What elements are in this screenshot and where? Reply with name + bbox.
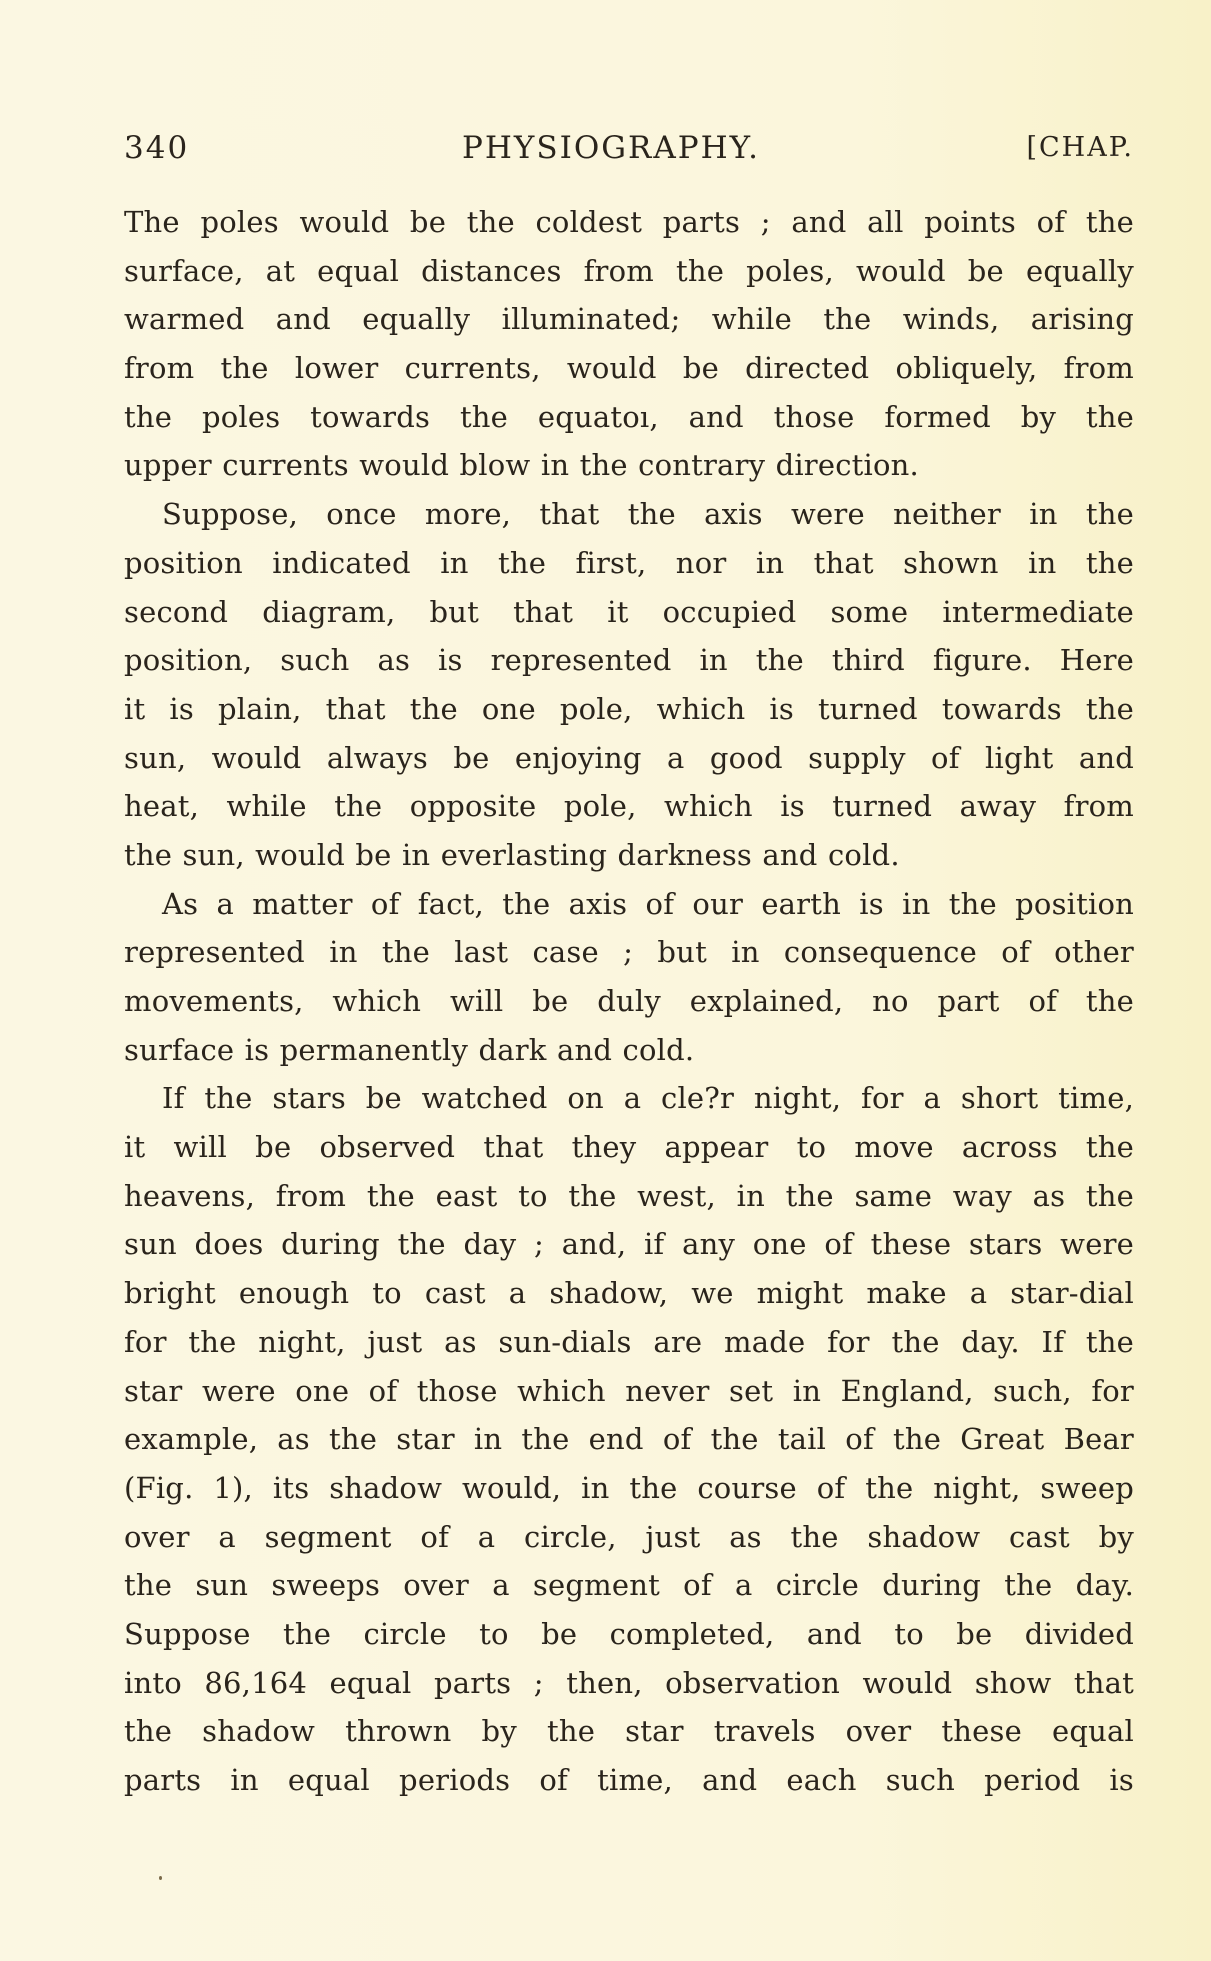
text-line: second diagram, but that it occupied some intermediate (124, 594, 1134, 629)
text-line: Suppose the circle to be completed, and to be divided (124, 1616, 1134, 1651)
text-line: heavens, from the east to the west, in the same way as the (124, 1178, 1134, 1213)
text-line: the poles towards the equatoı, and those formed by the (124, 399, 1134, 434)
text-line: represented in the last case ; but in consequence of other (124, 935, 1134, 970)
chapter-mark: [CHAP. (1026, 132, 1134, 163)
text-line: movements, which will be duly explained, no part of the (124, 984, 1134, 1018)
text-line: (Fig. 1), its shadow would, in the course of the night, sweep (124, 1470, 1134, 1505)
body-text (124, 198, 1134, 1805)
text-line: position indicated in the first, nor in that shown in the (124, 545, 1134, 580)
text-line: it will be observed that they appear to move across the (124, 1130, 1134, 1165)
ink-speck (159, 1876, 162, 1880)
text-line: it is plain, that the one pole, which is turned towards the (124, 691, 1134, 726)
running-title: PHYSIOGRAPHY. (462, 130, 760, 166)
text-line: the shadow thrown by the star travels over these equal (124, 1714, 1134, 1749)
text-line: The poles would be the coldest parts ; and all points of the (124, 205, 1134, 239)
text-line: parts in equal periods of time, and each such period is (124, 1763, 1134, 1797)
page-number: 340 (124, 130, 190, 166)
text-line: upper currents would blow in the contrary direction. (124, 448, 919, 483)
text-line: If the stars be watched on a cle?r night, for a short time, (162, 1081, 1134, 1116)
text-line: heat, while the opposite pole, which is turned away from (124, 789, 1134, 824)
text-line: over a segment of a circle, just as the shadow cast by (124, 1519, 1134, 1554)
text-line: Suppose, once more, that the axis were neither in the (162, 497, 1134, 532)
text-line: sun, would always be enjoying a good supply of light and (124, 740, 1134, 775)
text-line: from the lower currents, would be directed obliquely, from (124, 351, 1134, 386)
text-line: position, such as is represented in the third figure. Here (124, 643, 1134, 678)
text-line: into 86,164 equal parts ; then, observation would show that (124, 1665, 1134, 1700)
text-line: star were one of those which never set in England, such, for (124, 1373, 1134, 1408)
text-line: example, as the star in the end of the tail of the Great Bear (124, 1422, 1134, 1457)
text-line: for the night, just as sun-dials are made for the day. If the (124, 1324, 1134, 1359)
text-line: bright enough to cast a shadow, we might make a star-dial (124, 1276, 1134, 1311)
text-line: sun does during the day ; and, if any one of these stars were (124, 1227, 1134, 1262)
text-line: warmed and equally illuminated; while the winds, arising (124, 302, 1134, 337)
text-line: surface, at equal distances from the poles, would be equally (124, 253, 1134, 288)
text-line: the sun, would be in everlasting darkness and cold. (124, 837, 900, 872)
text-line: surface is permanently dark and cold. (124, 1032, 695, 1067)
text-line: the sun sweeps over a segment of a circle during the day. (124, 1568, 1134, 1603)
text-line: As a matter of fact, the axis of our earth is in the position (162, 886, 1134, 921)
page-header (124, 126, 1134, 170)
